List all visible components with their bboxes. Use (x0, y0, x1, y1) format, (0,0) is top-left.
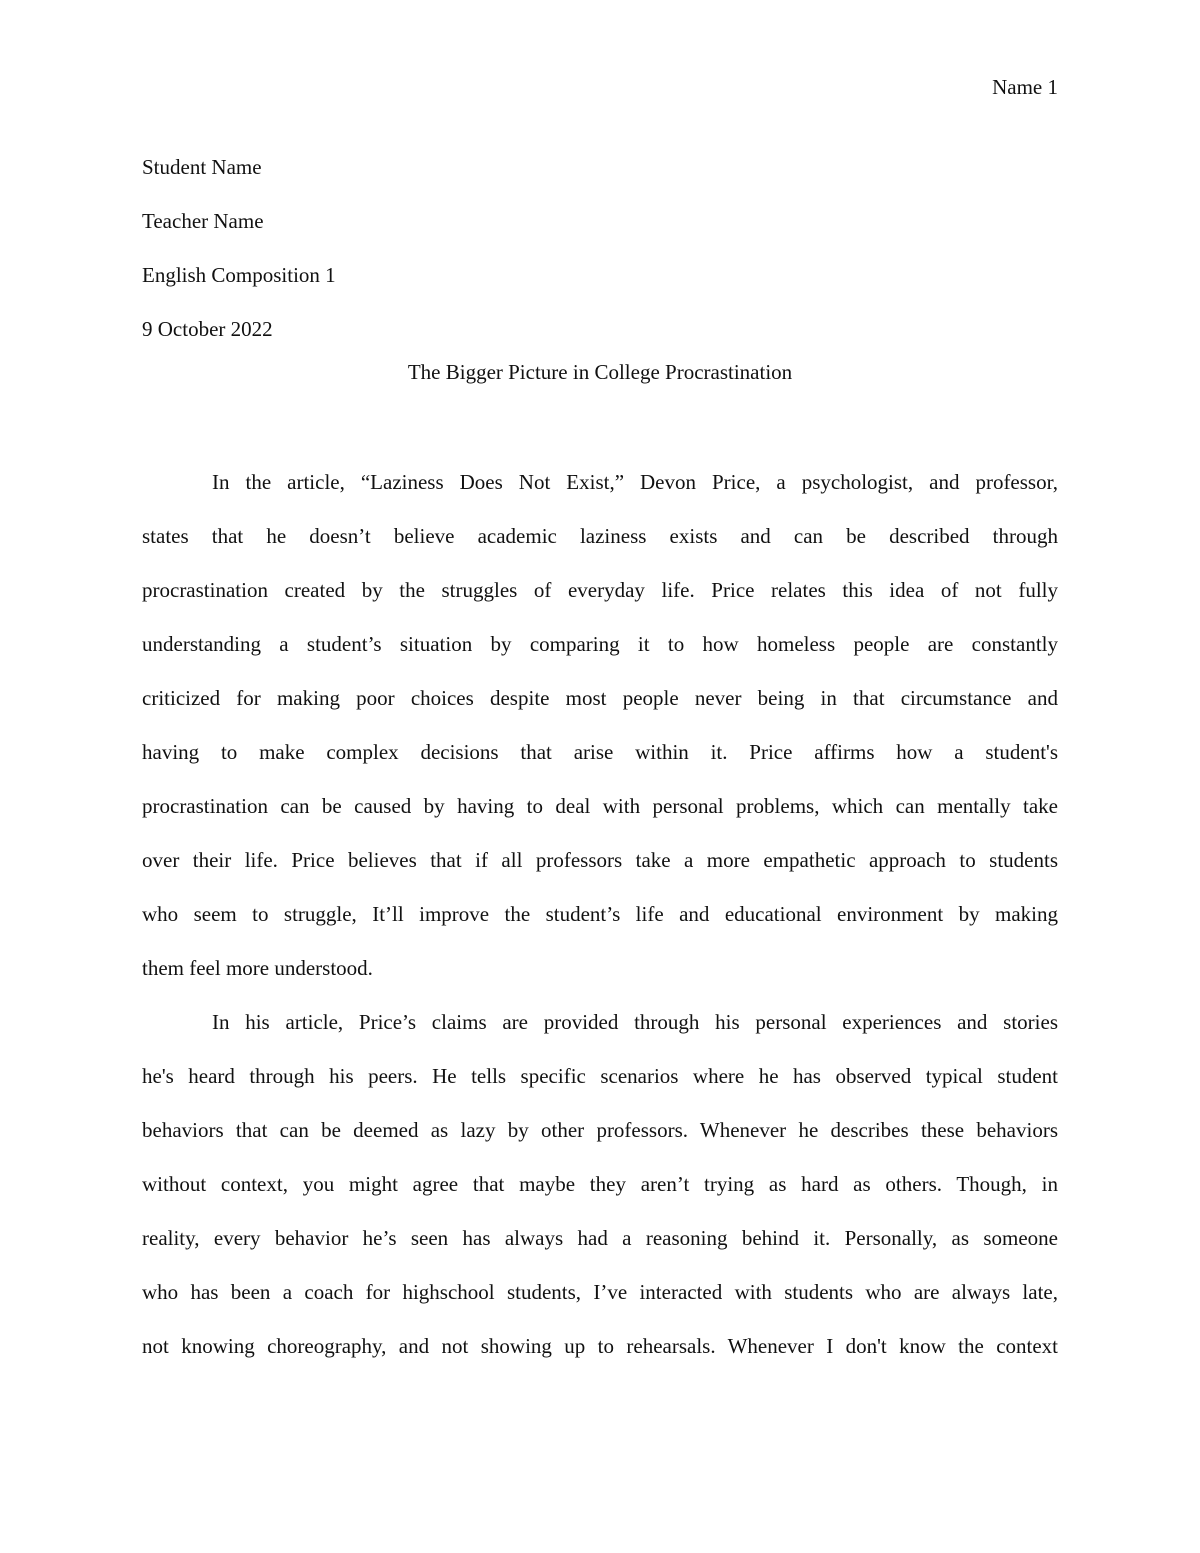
paragraph-line: procrastination can be caused by having to deal with personal problems, which can mentally take (142, 794, 1058, 818)
paragraph-line: states that he doesn’t believe academic laziness exists and can be described through (142, 524, 1058, 548)
paragraph-2 (142, 1005, 1058, 1383)
paragraph-line: In his article, Price’s claims are provided through his personal experiences and stories (212, 1010, 1058, 1034)
paragraph-line: procrastination created by the struggles of everyday life. Price relates this idea of not fully (142, 578, 1058, 602)
paragraph-line: over their life. Price believes that if all professors take a more empathetic approach to students (142, 848, 1058, 872)
paragraph-line: criticized for making poor choices despite most people never being in that circumstance and (142, 686, 1058, 710)
mla-heading (142, 140, 1058, 356)
essay-date: 9 October 2022 (142, 317, 273, 341)
paragraph-line: without context, you might agree that maybe they aren’t trying as hard as others. Though, in (142, 1172, 1058, 1196)
paragraph-line: who has been a coach for highschool students, I’ve interacted with students who are always late, (142, 1280, 1058, 1304)
paragraph-line: them feel more understood. (142, 956, 373, 980)
paragraph-line: he's heard through his peers. He tells specific scenarios where he has observed typical student (142, 1064, 1058, 1088)
essay-body (142, 465, 1058, 1383)
paragraph-line: not knowing choreography, and not showing up to rehearsals. Whenever I don't know the context (142, 1334, 1058, 1358)
paragraph-line: who seem to struggle, It’ll improve the student’s life and educational environment by making (142, 902, 1058, 926)
essay-title: The Bigger Picture in College Procrastination (407, 360, 793, 384)
student-name: Student Name (142, 155, 262, 179)
paragraph-line: reality, every behavior he’s seen has always had a reasoning behind it. Personally, as someone (142, 1226, 1058, 1250)
paragraph-1 (142, 465, 1058, 1005)
running-header: Name 1 (992, 75, 1058, 99)
paragraph-line: behaviors that can be deemed as lazy by other professors. Whenever he describes these behaviors (142, 1118, 1058, 1142)
course-name: English Composition 1 (142, 263, 336, 287)
teacher-name: Teacher Name (142, 209, 264, 233)
paragraph-line: understanding a student’s situation by comparing it to how homeless people are constantly (142, 632, 1058, 656)
paragraph-line: In the article, “Laziness Does Not Exist,” Devon Price, a psychologist, and professor, (212, 470, 1058, 494)
paragraph-line: having to make complex decisions that arise within it. Price affirms how a student's (142, 740, 1058, 764)
